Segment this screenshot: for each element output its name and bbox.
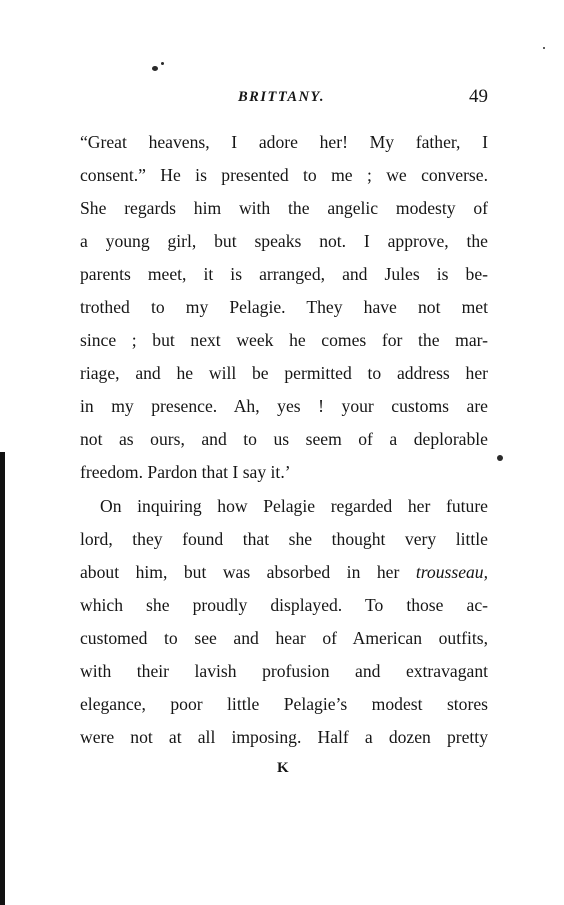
text-line: customed to see and hear of American outfits, (80, 628, 488, 648)
page-binding-edge (0, 452, 5, 905)
running-title: BRITTANY. (238, 89, 325, 105)
text-line: with their lavish profusion and extravagant (80, 661, 488, 681)
text-line: parents meet, it is arranged, and Jules is be- (80, 264, 488, 284)
ink-speck (161, 62, 164, 65)
text-line: which she proudly displayed. To those ac- (80, 595, 488, 615)
italic-word: trousseau, (415, 562, 488, 582)
text-line: On inquiring how Pelagie regarded her future (100, 496, 488, 516)
text-line: “Great heavens, I adore her! My father, I (80, 132, 488, 152)
text-line: a young girl, but speaks not. I approve, the (80, 231, 488, 251)
text-line: lord, they found that she thought very little (80, 529, 488, 549)
text-line: were not at all imposing. Half a dozen pretty (80, 727, 488, 747)
text-line: consent.” He is presented to me ; we converse. (80, 165, 488, 185)
text-line: since ; but next week he comes for the mar- (80, 330, 488, 350)
text-line: elegance, poor little Pelagie’s modest stores (80, 694, 488, 714)
ink-speck (152, 66, 158, 71)
text-line: freedom. Pardon that I say it.’ (80, 462, 291, 482)
page-number: 49 (469, 86, 488, 107)
ink-speck (543, 47, 545, 49)
ink-speck (497, 455, 503, 461)
signature-mark: K (277, 760, 289, 776)
text-line: trothed to my Pelagie. They have not met (80, 297, 488, 317)
text-line: about him, but was absorbed in her trousseau, (80, 562, 488, 582)
text-line: She regards him with the angelic modesty of (80, 198, 488, 218)
text-line: in my presence. Ah, yes ! your customs are (80, 396, 488, 416)
text-line: riage, and he will be permitted to address her (80, 363, 488, 383)
text-line: not as ours, and to us seem of a deplorable (80, 429, 488, 449)
running-head (80, 86, 488, 112)
